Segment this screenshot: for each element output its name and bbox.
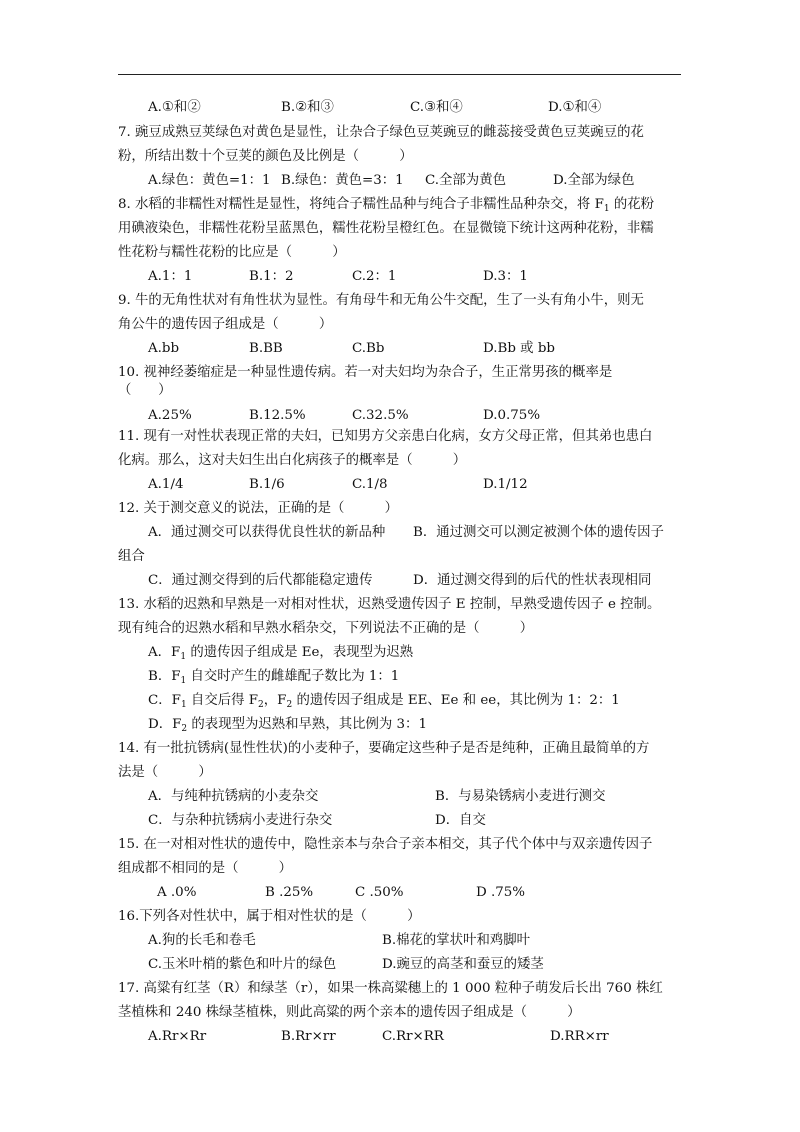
q6-option-d: D.①和④ (548, 100, 602, 115)
q16-option-c: C.玉米叶梢的紫色和叶片的绿色 (148, 957, 337, 972)
q11-option-d: D.1/12 (483, 477, 528, 492)
q9-stem-line1: 9. 牛的无角性状对有角性状为显性。有角母牛和无角公牛交配，生了一头有角小牛，则无 (118, 293, 644, 308)
q14-option-a: A．与纯种抗锈病的小麦杂交 (148, 789, 319, 804)
q17-option-b: B.Rr×rr (281, 1029, 336, 1044)
q12-option-a: A．通过测交可以获得优良性状的新品种 (148, 525, 386, 540)
q17-stem-line2: 茎植株和 240 株绿茎植株，则此高粱的两个亲本的遗传因子组成是（ ） (118, 1005, 581, 1020)
q11-option-b: B.1/6 (249, 477, 285, 492)
q9-option-d: D.Bb 或 bb (483, 341, 555, 356)
q17-option-c: C.Rr×RR (382, 1029, 444, 1044)
q14-stem-line1: 14. 有一批抗锈病(显性性状)的小麦种子，要确定这些种子是否是纯种，正确且最简单的方 (118, 741, 650, 756)
q12-option-c: C．通过测交得到的后代都能稳定遗传 (148, 573, 373, 588)
q10-stem-line1: 10. 视神经萎缩症是一种显性遗传病。若一对夫妇均为杂合子，生正常男孩的概率是 (118, 365, 613, 380)
q13-option-b: B．$F_1$ 自交时产生的雌雄配子数比为 1：1 (148, 669, 400, 686)
q13-stem-line2: 现有纯合的迟熟水稻和早熟水稻杂交，下列说法不正确的是（ ） (118, 621, 534, 636)
q14-option-d: D．自交 (435, 813, 486, 828)
q6-option-a: A.①和② (148, 100, 201, 115)
q9-stem-line2: 角公牛的遗传因子组成是（ ） (118, 317, 333, 332)
q12-option-d: D．通过测交得到的后代的性状表现相同 (413, 573, 652, 588)
q8-stem-line2: 用碘液染色，非糯性花粉呈蓝黑色，糯性花粉呈橙红色。在显微镜下统计这两种花粉，非糯 (118, 221, 654, 236)
q16-option-a: A.狗的长毛和卷毛 (148, 933, 256, 948)
q7-option-a: A.绿色：黄色=1：1 (148, 173, 271, 188)
q12-option-b-continued: 组合 (118, 549, 145, 564)
q8-option-c: C.2：1 (352, 269, 397, 284)
q7-option-b: B.绿色：黄色=3：1 (281, 173, 404, 188)
q7-stem-line1: 7. 豌豆成熟豆荚绿色对黄色是显性，让杂合子绿色豆荚豌豆的雌蕊接受黄色豆荚豌豆的花 (118, 125, 644, 140)
q8-stem-line3: 性花粉与糯性花粉的比应是（ ） (118, 245, 346, 260)
q14-stem-line2: 法是（ ） (118, 765, 212, 780)
q8-option-a: A.1：1 (148, 269, 193, 284)
q8-option-d: D.3：1 (483, 269, 528, 284)
q13-option-d: D．$F_2$ 的表现型为迟熟和早熟，其比例为 3：1 (148, 717, 427, 734)
q16-stem-line1: 16.下列各对性状中，属于相对性状的是（ ） (118, 909, 421, 924)
q17-option-a: A.Rr×Rr (148, 1029, 207, 1044)
q9-option-c: C.Bb (352, 341, 385, 356)
q13-option-c: C．$F_1$ 自交后得 $F_2$，$F_2$ 的遗传因子组成是 EE、Ee 和 ee，其比例为 1：2：1 (148, 693, 620, 710)
q11-option-c: C.1/8 (352, 477, 388, 492)
q12-stem-line1: 12. 关于测交意义的说法，正确的是（ ） (118, 501, 398, 516)
q7-option-c: C.全部为黄色 (425, 173, 506, 188)
q10-stem-line2: （ ） (118, 383, 172, 398)
q6-option-b: B.②和③ (281, 100, 334, 115)
header-rule (118, 74, 681, 75)
q11-stem-line2: 化病。那么，这对夫妇生出白化病孩子的概率是（ ） (118, 453, 467, 468)
q15-option-b: B .25% (265, 885, 314, 900)
q7-stem-line2: 粉，所结出数十个豆荚的颜色及比例是（ ） (118, 149, 413, 164)
q10-option-b: B.12.5% (249, 408, 306, 423)
q10-option-d: D.0.75% (483, 408, 541, 423)
q8-stem-line1: 8. 水稻的非糯性对糯性是显性，将纯合子糯性品种与纯合子非糯性品种杂交，将 $F_1$ 的花粉 (118, 197, 655, 214)
q11-stem-line1: 11. 现有一对性状表现正常的夫妇，已知男方父亲患白化病，女方父母正常，但其弟也患白 (118, 429, 653, 444)
q12-option-b: B．通过测交可以测定被测个体的遗传因子 (413, 525, 664, 540)
q16-option-d: D.豌豆的高茎和蚕豆的矮茎 (382, 957, 544, 972)
q7-option-d: D.全部为绿色 (553, 173, 635, 188)
q17-stem-line1: 17. 高粱有红茎（R）和绿茎（r），如果一株高粱穗上的 1 000 粒种子萌发后长出 760 株红 (118, 981, 663, 996)
q9-option-b: B.BB (249, 341, 283, 356)
q6-option-c: C.③和④ (410, 100, 463, 115)
q11-option-a: A.1/4 (148, 477, 184, 492)
q13-stem-line1: 13. 水稻的迟熟和早熟是一对相对性状，迟熟受遗传因子 E 控制，早熟受遗传因子 e 控制。 (118, 597, 661, 612)
q15-option-d: D .75% (476, 885, 526, 900)
q8-option-b: B.1：2 (249, 269, 294, 284)
q15-option-c: C .50% (355, 885, 404, 900)
q14-option-b: B．与易染锈病小麦进行测交 (435, 789, 606, 804)
q17-option-d: D.RR×rr (550, 1029, 609, 1044)
q10-option-c: C.32.5% (352, 408, 409, 423)
q14-option-c: C．与杂种抗锈病小麦进行杂交 (148, 813, 333, 828)
q10-option-a: A.25% (148, 408, 192, 423)
q15-option-a: A .0% (157, 885, 197, 900)
q15-stem-line2: 组成都不相同的是（ ） (118, 861, 293, 876)
q9-option-a: A.bb (148, 341, 180, 356)
q13-option-a: A．$F_1$ 的遗传因子组成是 Ee，表现型为迟熟 (148, 645, 414, 662)
q15-stem-line1: 15. 在一对相对性状的遗传中，隐性亲本与杂合子亲本相交，其子代个体中与双亲遗传因子 (118, 837, 653, 852)
q16-option-b: B.棉花的掌状叶和鸡脚叶 (382, 933, 531, 948)
